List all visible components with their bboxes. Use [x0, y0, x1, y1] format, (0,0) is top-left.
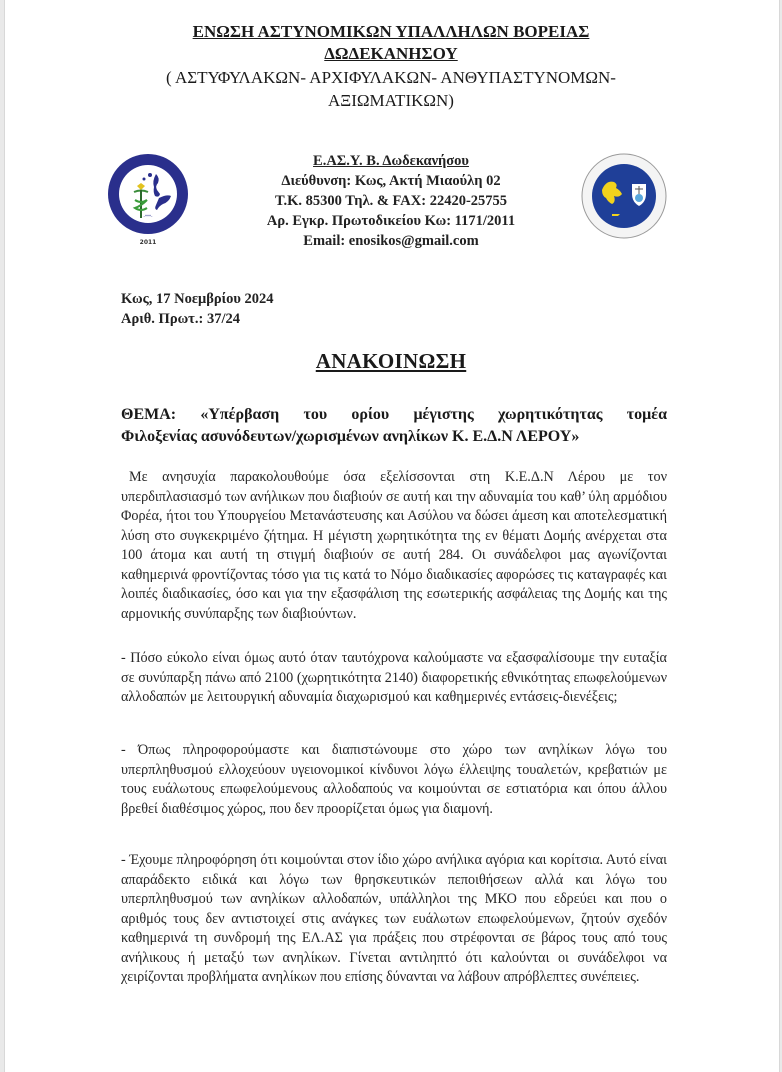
phone-fax: Τ.Κ. 85300 Τηλ. & FAX: 22420-25755	[274, 193, 508, 209]
org-subtitle-line1: ( ΑΣΤΥΦΥΛΑΚΩΝ- ΑΡΧΙΦΥΛΑΚΩΝ- ΑΝΘΥΠΑΣΤΥΝΟΜΩΝ-	[166, 68, 616, 87]
paragraph-sleeping-conditions: - Έχουμε πληροφόρηση ότι κοιμούνται στον ίδιο χώρο ανήλικα αγόρια και κορίτσια. Αυτό είναι απαράδεκτο ειδικά και λόγω των θρησκευτικών πεποιθήσεων αλλά και λόγω του υπερπληθυσμού των ανηλίκων αλλοδαπών, υπάλληλοι της ΜΚΟ που εδρεύει και που ο αριθμός τους δεν αντιστοιχεί στις ανάγκες των ευάλωτων επωφελούμενων, ζητούν σχεδόν καθημερινά τη συνδρομή της ΕΛ.ΑΣ για πράξεις που στρέφονται σε βάρος τους από τους ανήλικους ή μεταξύ των ανηλίκων. Γίνεται αντιληπτό ότι καλούνται οι συνάδελφοι να χειρίζονται προβλήματα ανηλίκων που επίσης δύνανται να λάβουν απρόβλεπτες συνέπειες.	[121, 852, 667, 985]
svg-text:-***-: -***-	[143, 214, 153, 219]
date-protocol-block	[121, 289, 274, 329]
union-short-name: Ε.ΑΣ.Υ. Β. Δωδεκανήσου	[313, 153, 469, 169]
union-seal-logo-icon	[104, 152, 194, 246]
paragraph-intro: Με ανησυχία παρακολουθούμε όσα εξελίσσονται στη Κ.Ε.Δ.Ν Λέρου με τον υπερδιπλασιασμό των ανήλικων που διαβιούν σε αυτή και την αδυναμία του καθ’ ύλη αρμόδιου Φορέα, ήτοι του Υπουργείου Μετανάστευσης και Ασύλου να δώσει άμεση και αποτελεσματική λύση στο συγκεκριμένο ζήτημα. Η μέγιστη χωρητικότητα της εν θέματι Δομής ανέρχεται στα 100 άτομα και αυτή τη στιγμή διαβιούν σε αυτή 284. Οι συνάδελφοι μας αγωνίζονται καθημερινά φροντίζοντας τόσο για τις κατά το Νόμο διαδικασίες αφορώσες τις καταγραφές και λοιπές διαδικασίες, όσο και για την εξασφάλιση της εσωτερικής ασφάλειας της Δομής και της αρμονικής συνύπαρξης των διαβιούντων.	[121, 469, 667, 622]
address: Διεύθυνση: Κως, Ακτή Μιαούλη 02	[281, 173, 501, 189]
svg-text:2011: 2011	[139, 239, 157, 246]
org-title-line1: ΕΝΩΣΗ ΑΣΤΥΝΟΜΙΚΩΝ ΥΠΑΛΛΗΛΩΝ ΒΟΡΕΙΑΣ	[192, 22, 590, 41]
document-date: Κως, 17 Νοεμβρίου 2024	[121, 291, 274, 307]
subject-line1: ΘΕΜΑ: «Υπέρβαση του ορίου μέγιστης χωρητικότητας τομέα	[121, 406, 667, 423]
paragraph-overcrowding: - Όπως πληροφορούμαστε και διαπιστώνουμε στο χώρο των ανηλίκων λόγω του υπερπληθυσμού ελλοχεύουν υγειονομικοί κίνδυνοι λόγω έλλειψης τουαλετών, κρεβατιών με τους ευάλωτους επωφελούμενους αλλοδαπούς να κοιμούνται σε εστιατόρια και όπου άλλου βρεθεί διαθέσιμος χώρος, που δεν προορίζεται όμως για διαμονή.	[121, 742, 667, 817]
email: Email: enosikos@gmail.com	[303, 233, 479, 249]
org-title-line2: ΔΩΔΕΚΑΝΗΣΟΥ	[324, 44, 458, 63]
protocol-number: Αριθ. Πρωτ.: 37/24	[121, 311, 240, 327]
subject-heading	[121, 404, 667, 448]
announcement-title: ΑΝΑΚΟΙΝΩΣΗ	[315, 349, 467, 373]
paragraph-coexistence: - Πόσο εύκολο είναι όμως αυτό όταν ταυτόχρονα καλούμαστε να εξασφαλίσουμε την ευταξία σε συνύπαρξη πάνω από 2100 (χωρητικότητα 2140) διαφορετικής εθνικότητας επωφελούμενων αλλοδαπών με λειτουργική αδυναμία διαχωρισμού και καθημερινές εντάσεις-διενέξεις;	[121, 650, 667, 705]
subject-line2: Φιλοξενίας ασυνόδευτων/χωρισμένων ανηλίκων Κ. Ε.Δ.Ν ΛΕΡΟΥ»	[121, 428, 580, 445]
organization-title	[0, 21, 782, 65]
organization-subtitle	[0, 66, 782, 112]
org-subtitle-line2: ΑΞΙΩΜΑΤΙΚΩΝ)	[328, 91, 454, 110]
federation-seal-logo-icon	[576, 152, 674, 242]
court-registry-number: Αρ. Εγκρ. Πρωτοδικείου Κω: 1171/2011	[266, 213, 516, 229]
contact-block	[200, 151, 582, 251]
